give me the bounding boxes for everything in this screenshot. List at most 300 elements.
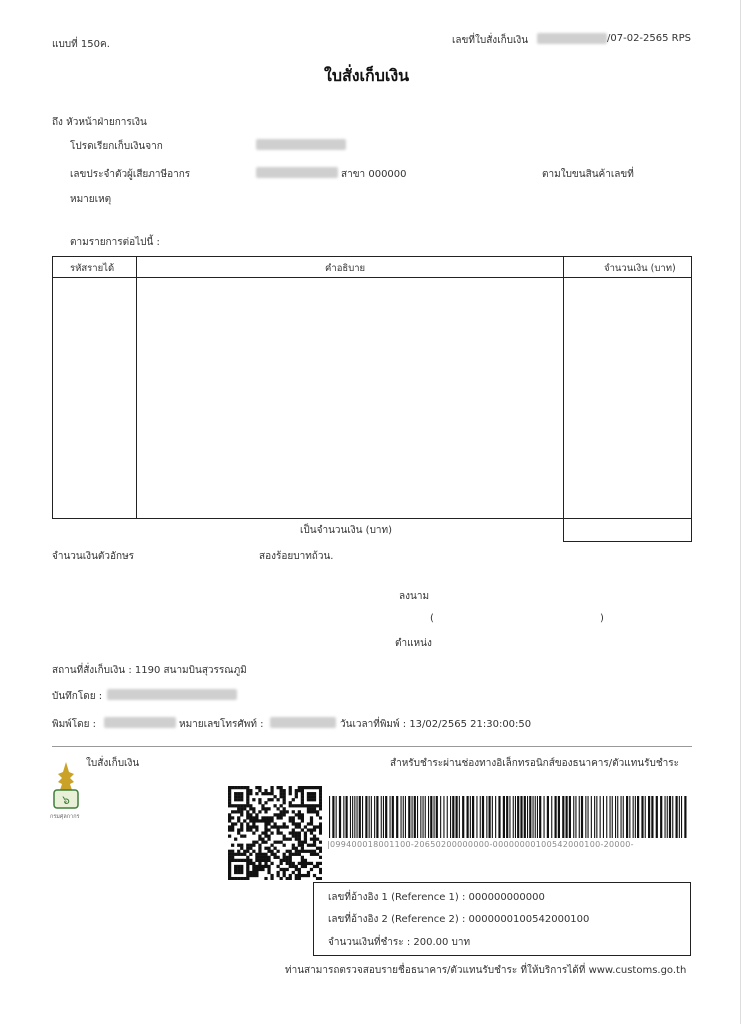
qr-module [301,795,304,798]
qr-module [292,831,295,834]
barcode-bar [579,796,580,838]
doc-number-suffix: /07-02-2565 RPS [607,33,691,44]
qr-module [261,831,264,834]
location-text: สถานที่สั่งเก็บเงิน : 1190 สนามบินสุวรรณภูมิ [52,665,247,676]
qr-module [298,874,301,877]
qr-module [319,850,322,853]
qr-module [237,804,240,807]
qr-module [304,859,307,862]
barcode-bar [332,796,334,838]
barcode-bar [452,796,454,838]
qr-module [316,825,319,828]
qr-module [252,807,255,810]
qr-module [301,792,304,795]
qr-module [273,813,276,816]
qr-module [310,792,313,795]
qr-module [307,850,310,853]
barcode-bar [667,796,668,838]
qr-module [295,789,298,792]
qr-module [316,865,319,868]
qr-module [310,804,313,807]
barcode-bar [547,796,549,838]
qr-module [283,807,286,810]
qr-module [319,795,322,798]
barcode-bar [443,796,444,838]
qr-module [277,831,280,834]
qr-module [237,786,240,789]
barcode [327,796,689,838]
qr-module [292,853,295,856]
barcode-bar [365,796,367,838]
redacted-recorder [107,689,237,700]
qr-module [252,865,255,868]
qr-module [280,862,283,865]
qr-module [264,859,267,862]
qr-module [267,792,270,795]
qr-module [237,816,240,819]
qr-module [310,828,313,831]
qr-module [240,865,243,868]
qr-module [231,822,234,825]
qr-module [277,798,280,801]
qr-module [289,831,292,834]
qr-module [273,841,276,844]
barcode-bar [566,796,568,838]
barcode-bar [346,796,348,838]
qr-module [283,853,286,856]
qr-module [228,865,231,868]
barcode-bar [417,796,418,838]
qr-module [243,819,246,822]
barcode-bar [381,796,382,838]
qr-module [258,819,261,822]
barcode-bar [428,796,429,838]
branch-text: สาขา 000000 [341,169,407,180]
qr-module [304,850,307,853]
qr-module [283,792,286,795]
qr-module [234,838,237,841]
qr-module [240,813,243,816]
barcode-bar [529,796,531,838]
qr-module [319,816,322,819]
qr-module [264,822,267,825]
qr-module [231,810,234,813]
barcode-bar [339,796,341,838]
qr-module [280,816,283,819]
qr-module [313,804,316,807]
qr-module [261,841,264,844]
barcode-bar [423,796,424,838]
qr-module [304,804,307,807]
barcode-bar [495,796,496,838]
qr-module [277,816,280,819]
qr-module [255,841,258,844]
qr-module [292,816,295,819]
qr-module [252,841,255,844]
qr-module [289,865,292,868]
qr-module [283,825,286,828]
barcode-bar [520,796,522,838]
customs-emblem-icon [50,760,82,820]
qr-module [237,850,240,853]
qr-module [258,850,261,853]
qr-module [319,798,322,801]
qr-module [307,807,310,810]
qr-module [307,822,310,825]
barcode-bar [596,796,597,838]
qr-module [264,825,267,828]
qr-module [298,841,301,844]
payment-amount: จำนวนเงินที่ชำระ : 200.00 บาท [328,937,471,948]
redacted-doc-number [537,33,607,44]
qr-module [231,850,234,853]
barcode-bar [430,796,432,838]
barcode-bar [489,796,491,838]
barcode-text: |099400018001100-20650200000000-00000000100542000100-20000- [327,840,634,849]
qr-module [264,792,267,795]
qr-module [273,856,276,859]
barcode-bar [482,796,484,838]
barcode-bar [414,796,416,838]
barcode-bar [600,796,601,838]
qr-module [319,786,322,789]
barcode-bar [621,796,622,838]
qr-module [270,844,273,847]
barcode-bar [480,796,481,838]
qr-module [319,804,322,807]
qr-module [267,807,270,810]
qr-module [240,810,243,813]
barcode-bar [665,796,666,838]
sign-label: ลงนาม [399,591,430,602]
qr-module [228,868,231,871]
qr-module [310,798,313,801]
qr-module [228,819,231,822]
barcode-bar [408,796,410,838]
qr-module [313,828,316,831]
qr-module [280,868,283,871]
barcode-bar [637,796,639,838]
qr-module [249,853,252,856]
qr-module [228,816,231,819]
qr-module [319,807,322,810]
qr-module [298,850,301,853]
table-col-divider-2 [563,256,564,542]
qr-module [264,862,267,865]
qr-module [267,838,270,841]
qr-module [310,862,313,865]
qr-module [286,877,289,880]
qr-module [304,865,307,868]
qr-module [231,877,234,880]
barcode-bar [633,796,634,838]
barcode-bar [459,796,460,838]
qr-module [301,816,304,819]
barcode-icon [327,796,689,838]
barcode-bar [555,796,557,838]
qr-module [252,850,255,853]
qr-module [289,786,292,789]
qr-module [249,819,252,822]
qr-module [283,844,286,847]
qr-module [234,853,237,856]
barcode-bar [412,796,413,838]
qr-module [249,844,252,847]
qr-module [234,798,237,801]
qr-module [289,838,292,841]
items-intro: ตามรายการต่อไปนี้ : [70,237,160,248]
qr-module [228,801,231,804]
qr-module [295,877,298,880]
qr-module [246,874,249,877]
qr-module [270,874,273,877]
qr-module [234,795,237,798]
qr-module [313,786,316,789]
qr-module [249,871,252,874]
total-label: เป็นจำนวนเงิน (บาท) [300,525,393,536]
qr-module [264,841,267,844]
qr-module [298,810,301,813]
barcode-bar [376,796,378,838]
qr-module [313,844,316,847]
qr-module [292,804,295,807]
qr-module [264,856,267,859]
qr-module [270,825,273,828]
qr-module [280,786,283,789]
qr-module [240,798,243,801]
qr-module [319,862,322,865]
qr-module [301,859,304,862]
qr-module [255,828,258,831]
barcode-bar [350,796,351,838]
barcode-bar [362,796,363,838]
qr-module [286,850,289,853]
redacted-phone [270,717,336,728]
qr-module [264,835,267,838]
barcode-bar [401,796,402,838]
qr-module [228,813,231,816]
qr-module [280,831,283,834]
qr-module [267,871,270,874]
qr-module [286,838,289,841]
barcode-bar [447,796,448,838]
qr-module [240,807,243,810]
qr-module [252,798,255,801]
qr-module [292,819,295,822]
barcode-bar [506,796,508,838]
qr-module [228,859,231,862]
qr-module [292,828,295,831]
qr-module [295,831,298,834]
qr-module [313,850,316,853]
qr-module [286,856,289,859]
qr-module [267,819,270,822]
qr-module [295,838,298,841]
form-number: แบบที่ 150ค. [52,39,110,50]
qr-module [231,828,234,831]
barcode-bar [626,796,628,838]
qr-module [240,795,243,798]
qr-module [231,856,234,859]
qr-module [301,847,304,850]
barcode-bar [492,796,493,838]
qr-module [234,804,237,807]
qr-module [310,868,313,871]
qr-module [267,822,270,825]
qr-module [313,874,316,877]
barcode-bar [651,796,653,838]
table-col-divider-1 [136,256,137,519]
qr-module [270,789,273,792]
barcode-bar [462,796,464,838]
barcode-bar [641,796,643,838]
qr-module [295,804,298,807]
qr-module [246,856,249,859]
qr-module [277,786,280,789]
qr-module [298,813,301,816]
qr-module [237,871,240,874]
qr-module [234,865,237,868]
qr-module [316,862,319,865]
qr-module [258,838,261,841]
qr-module [292,865,295,868]
barcode-bar [635,796,636,838]
qr-module [283,798,286,801]
qr-module [267,856,270,859]
qr-module [301,819,304,822]
sign-open-paren: ( [430,613,434,624]
qr-module [267,865,270,868]
qr-module [252,844,255,847]
qr-module [240,877,243,880]
barcode-bar [558,796,560,838]
qr-module [246,795,249,798]
qr-module [249,862,252,865]
qr-module [231,859,234,862]
qr-module [270,877,273,880]
qr-module [283,795,286,798]
qr-module [304,786,307,789]
qr-module [255,792,258,795]
qr-module [258,786,261,789]
qr-module [243,835,246,838]
qr-module [316,847,319,850]
qr-module [261,819,264,822]
qr-module [307,786,310,789]
qr-module [270,862,273,865]
qr-module [301,865,304,868]
qr-module [295,874,298,877]
qr-module [252,868,255,871]
qr-module [319,831,322,834]
barcode-bar [420,796,421,838]
barcode-bar [486,796,487,838]
qr-module [292,810,295,813]
qr-module [310,822,313,825]
qr-module [298,835,301,838]
qr-module [283,822,286,825]
qr-module [307,862,310,865]
qr-module [228,789,231,792]
qr-module [313,865,316,868]
qr-module [316,838,319,841]
qr-module [289,816,292,819]
qr-module [252,825,255,828]
qr-module [316,786,319,789]
qr-module [289,792,292,795]
qr-module [231,853,234,856]
qr-module [261,853,264,856]
qr-module [273,825,276,828]
qr-module [270,792,273,795]
qr-module [319,877,322,880]
barcode-bar [575,796,576,838]
qr-module [307,871,310,874]
barcode-bar [440,796,441,838]
qr-module [319,868,322,871]
qr-module [280,789,283,792]
qr-module [304,825,307,828]
qr-module [237,795,240,798]
qr-module [313,798,316,801]
qr-module [270,850,273,853]
qr-module [307,874,310,877]
qr-module [280,877,283,880]
qr-module [280,859,283,862]
remark-label: หมายเหตุ [70,194,112,205]
qr-module [267,835,270,838]
qr-module [286,825,289,828]
qr-module [270,816,273,819]
barcode-bar [336,796,337,838]
qr-module [267,816,270,819]
barcode-bar [581,796,583,838]
qr-module [252,810,255,813]
qr-module [319,825,322,828]
qr-module [249,807,252,810]
qr-module [280,841,283,844]
qr-module [243,877,246,880]
qr-module [295,792,298,795]
qr-module [277,850,280,853]
qr-module [273,847,276,850]
barcode-bar [573,796,574,838]
qr-module [234,822,237,825]
qr-module [273,853,276,856]
qr-module [304,862,307,865]
qr-module [246,792,249,795]
qr-module [228,828,231,831]
barcode-bar [470,796,471,838]
qr-module [243,807,246,810]
qr-module [289,789,292,792]
barcode-bar [467,796,469,838]
qr-module [295,853,298,856]
qr-module [292,847,295,850]
qr-module [264,831,267,834]
qr-module [246,844,249,847]
qr-module [246,871,249,874]
qr-module [301,874,304,877]
qr-module [240,859,243,862]
qr-module [301,801,304,804]
qr-module [307,828,310,831]
qr-module [298,838,301,841]
qr-module [298,816,301,819]
svg-text:๖: ๖ [62,793,70,807]
qr-module [252,862,255,865]
qr-module [307,844,310,847]
